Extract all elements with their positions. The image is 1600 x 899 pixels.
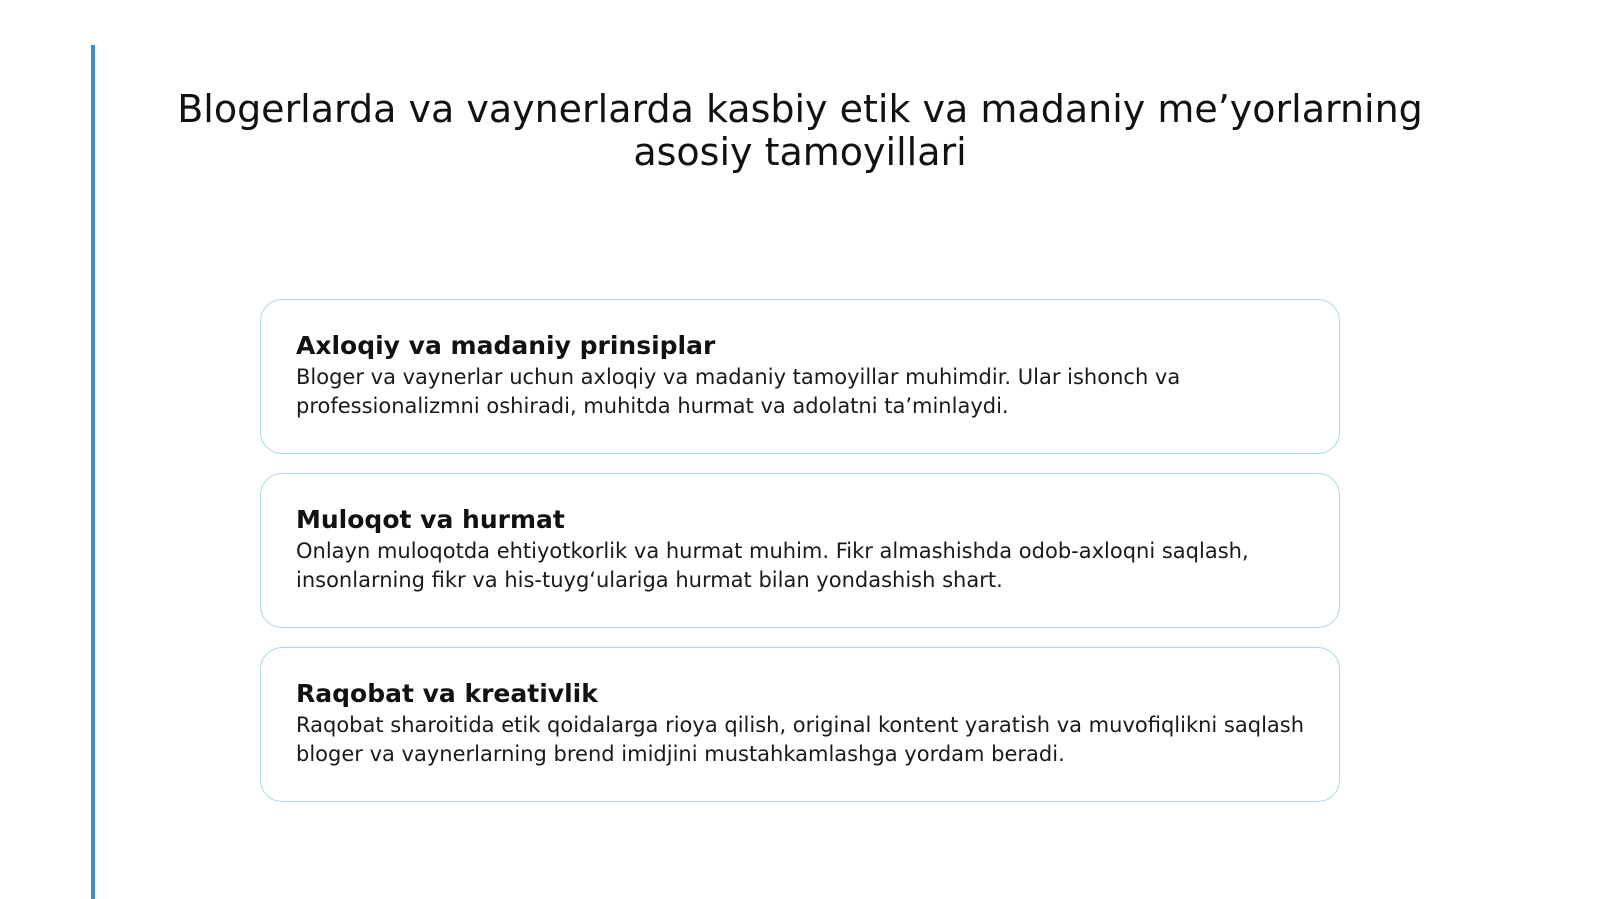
accent-bar [91, 45, 95, 899]
card-text: Bloger va vaynerlar uchun axloqiy va madaniy tamoyillar muhimdir. Ular ishonch va professionalizmni oshiradi, muhitda hurmat va adolatni ta’minlaydi. [296, 365, 1181, 418]
card-text: Raqobat sharoitida etik qoidalarga rioya qilish, original kontent yaratish va muvofiqlikni saqlash bloger va vaynerlarning brend imidjini mustahkamlashga yordam beradi. [296, 713, 1305, 766]
principles-list [260, 299, 1340, 821]
card-text: Onlayn muloqotda ehtiyotkorlik va hurmat muhim. Fikr almashishda odob-axloqni saqlash, insonlarning fikr va his-tuyg‘ulariga hurmat bilan yondashish shart. [296, 539, 1249, 592]
card-title: Muloqot va hurmat [296, 505, 565, 534]
principle-card-ethics [260, 299, 1340, 454]
principle-card-competition [260, 647, 1340, 802]
card-title: Axloqiy va madaniy prinsiplar [296, 331, 716, 360]
slide-title: Blogerlarda va vaynerlarda kasbiy etik va madaniy me’yorlarning asosiy tamoyillari [177, 87, 1423, 174]
card-title: Raqobat va kreativlik [296, 679, 598, 708]
principle-card-communication [260, 473, 1340, 628]
